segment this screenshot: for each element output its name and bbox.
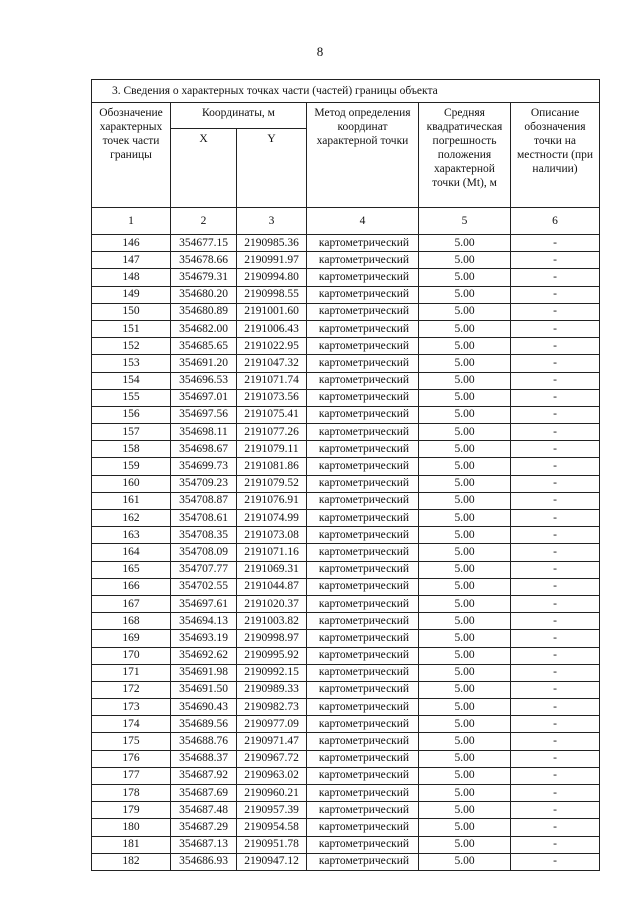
coord-y-cell: 2190998.97: [237, 630, 307, 647]
point-id-cell: 158: [92, 441, 171, 458]
point-id-cell: 179: [92, 802, 171, 819]
description-cell: -: [511, 441, 600, 458]
method-cell: картометрический: [307, 355, 419, 372]
description-cell: -: [511, 303, 600, 320]
point-id-cell: 157: [92, 424, 171, 441]
method-cell: картометрический: [307, 578, 419, 595]
coord-x-cell: 354699.73: [171, 458, 237, 475]
page-number: 8: [316, 44, 324, 59]
coord-x-cell: 354702.55: [171, 578, 237, 595]
coord-x-cell: 354698.11: [171, 424, 237, 441]
method-cell: картометрический: [307, 372, 419, 389]
error-cell: 5.00: [419, 767, 511, 784]
error-cell: 5.00: [419, 630, 511, 647]
coord-y-cell: 2190954.58: [237, 819, 307, 836]
coord-x-cell: 354677.15: [171, 235, 237, 252]
coord-y-cell: 2190951.78: [237, 836, 307, 853]
coord-y-cell: 2190977.09: [237, 716, 307, 733]
table-row: [92, 733, 600, 750]
coord-x-cell: 354708.09: [171, 544, 237, 561]
description-cell: -: [511, 406, 600, 423]
coord-x-cell: 354690.43: [171, 699, 237, 716]
column-number: 5: [419, 208, 511, 235]
method-cell: картометрический: [307, 338, 419, 355]
description-cell: -: [511, 767, 600, 784]
coord-x-cell: 354698.67: [171, 441, 237, 458]
coord-y-cell: 2190957.39: [237, 802, 307, 819]
table-row: [92, 836, 600, 853]
method-cell: картометрический: [307, 389, 419, 406]
method-cell: картометрический: [307, 544, 419, 561]
coord-y-cell: 2191020.37: [237, 595, 307, 612]
method-cell: картометрический: [307, 458, 419, 475]
coord-x-cell: 354687.92: [171, 767, 237, 784]
description-cell: -: [511, 458, 600, 475]
point-id-cell: 167: [92, 595, 171, 612]
error-cell: 5.00: [419, 819, 511, 836]
error-cell: 5.00: [419, 613, 511, 630]
error-cell: 5.00: [419, 681, 511, 698]
method-cell: картометрический: [307, 252, 419, 269]
description-cell: -: [511, 733, 600, 750]
table-row: [92, 767, 600, 784]
point-id-cell: 151: [92, 320, 171, 337]
table-row: [92, 458, 600, 475]
coord-x-cell: 354697.56: [171, 406, 237, 423]
error-cell: 5.00: [419, 303, 511, 320]
error-cell: 5.00: [419, 389, 511, 406]
coord-y-cell: 2190985.36: [237, 235, 307, 252]
point-id-cell: 166: [92, 578, 171, 595]
method-cell: картометрический: [307, 647, 419, 664]
coord-y-cell: 2191003.82: [237, 613, 307, 630]
error-cell: 5.00: [419, 647, 511, 664]
description-cell: -: [511, 664, 600, 681]
coord-y-cell: 2191081.86: [237, 458, 307, 475]
table-row: [92, 252, 600, 269]
coord-y-cell: 2190994.80: [237, 269, 307, 286]
error-cell: 5.00: [419, 785, 511, 802]
method-cell: картометрический: [307, 320, 419, 337]
point-id-cell: 178: [92, 785, 171, 802]
coord-x-cell: 354709.23: [171, 475, 237, 492]
table-row: [92, 647, 600, 664]
description-cell: -: [511, 595, 600, 612]
coord-x-cell: 354692.62: [171, 647, 237, 664]
description-cell: -: [511, 338, 600, 355]
error-cell: 5.00: [419, 441, 511, 458]
point-id-cell: 155: [92, 389, 171, 406]
table-row: [92, 853, 600, 870]
method-cell: картометрический: [307, 441, 419, 458]
point-id-cell: 181: [92, 836, 171, 853]
coord-y-cell: 2191075.41: [237, 406, 307, 423]
coord-x-cell: 354687.69: [171, 785, 237, 802]
table-row: [92, 664, 600, 681]
coord-x-cell: 354694.13: [171, 613, 237, 630]
point-id-cell: 163: [92, 527, 171, 544]
table-row: [92, 613, 600, 630]
coord-y-cell: 2191001.60: [237, 303, 307, 320]
coord-y-cell: 2190992.15: [237, 664, 307, 681]
method-cell: картометрический: [307, 767, 419, 784]
method-cell: картометрический: [307, 836, 419, 853]
coord-y-cell: 2190998.55: [237, 286, 307, 303]
description-cell: -: [511, 252, 600, 269]
method-cell: картометрический: [307, 681, 419, 698]
description-cell: -: [511, 424, 600, 441]
table-row: [92, 716, 600, 733]
coord-y-cell: 2190989.33: [237, 681, 307, 698]
method-cell: картометрический: [307, 630, 419, 647]
table-row: [92, 475, 600, 492]
point-id-cell: 152: [92, 338, 171, 355]
description-cell: -: [511, 389, 600, 406]
coord-y-cell: 2191079.11: [237, 441, 307, 458]
error-cell: 5.00: [419, 475, 511, 492]
point-id-cell: 146: [92, 235, 171, 252]
method-cell: картометрический: [307, 527, 419, 544]
coord-y-cell: 2190963.02: [237, 767, 307, 784]
coord-x-cell: 354691.98: [171, 664, 237, 681]
point-id-cell: 164: [92, 544, 171, 561]
coord-y-cell: 2191071.16: [237, 544, 307, 561]
point-id-cell: 170: [92, 647, 171, 664]
description-cell: -: [511, 681, 600, 698]
coord-y-cell: 2191074.99: [237, 510, 307, 527]
table-row: [92, 441, 600, 458]
coord-y-cell: 2190991.97: [237, 252, 307, 269]
method-cell: картометрический: [307, 303, 419, 320]
point-id-cell: 162: [92, 510, 171, 527]
coord-x-cell: 354707.77: [171, 561, 237, 578]
coord-x-cell: 354708.35: [171, 527, 237, 544]
coord-y-cell: 2191077.26: [237, 424, 307, 441]
description-cell: -: [511, 802, 600, 819]
point-id-cell: 153: [92, 355, 171, 372]
point-id-cell: 160: [92, 475, 171, 492]
description-cell: -: [511, 613, 600, 630]
table-row: [92, 510, 600, 527]
description-cell: -: [511, 510, 600, 527]
description-cell: -: [511, 578, 600, 595]
coord-x-cell: 354682.00: [171, 320, 237, 337]
method-cell: картометрический: [307, 802, 419, 819]
description-cell: -: [511, 544, 600, 561]
table-row: [92, 492, 600, 509]
method-cell: картометрический: [307, 664, 419, 681]
description-cell: -: [511, 785, 600, 802]
method-cell: картометрический: [307, 716, 419, 733]
point-id-cell: 182: [92, 853, 171, 870]
column-number: 4: [307, 208, 419, 235]
error-cell: 5.00: [419, 286, 511, 303]
description-cell: -: [511, 235, 600, 252]
method-cell: картометрический: [307, 785, 419, 802]
error-cell: 5.00: [419, 235, 511, 252]
error-cell: 5.00: [419, 527, 511, 544]
coord-x-cell: 354687.48: [171, 802, 237, 819]
coord-x-cell: 354686.93: [171, 853, 237, 870]
table-row: [92, 320, 600, 337]
table-row: [92, 630, 600, 647]
header-y: Y: [237, 129, 307, 208]
table-row: [92, 819, 600, 836]
method-cell: картометрический: [307, 699, 419, 716]
description-cell: -: [511, 372, 600, 389]
point-id-cell: 177: [92, 767, 171, 784]
table-row: [92, 269, 600, 286]
header-error: Средняя квадратическая погрешность положения характерной точки (Mt), м: [419, 103, 511, 208]
column-number: 1: [92, 208, 171, 235]
header-point: Обозначение характерных точек части границы: [92, 103, 171, 208]
coord-x-cell: 354696.53: [171, 372, 237, 389]
coord-x-cell: 354679.31: [171, 269, 237, 286]
coord-x-cell: 354687.13: [171, 836, 237, 853]
coord-x-cell: 354680.89: [171, 303, 237, 320]
error-cell: 5.00: [419, 458, 511, 475]
error-cell: 5.00: [419, 578, 511, 595]
description-cell: -: [511, 699, 600, 716]
description-cell: -: [511, 819, 600, 836]
error-cell: 5.00: [419, 424, 511, 441]
table-row: [92, 527, 600, 544]
method-cell: картометрический: [307, 424, 419, 441]
coord-y-cell: 2190967.72: [237, 750, 307, 767]
coord-y-cell: 2191079.52: [237, 475, 307, 492]
point-id-cell: 159: [92, 458, 171, 475]
point-id-cell: 172: [92, 681, 171, 698]
point-id-cell: 171: [92, 664, 171, 681]
description-cell: -: [511, 269, 600, 286]
coord-y-cell: 2191047.32: [237, 355, 307, 372]
coord-x-cell: 354688.37: [171, 750, 237, 767]
method-cell: картометрический: [307, 733, 419, 750]
point-id-cell: 174: [92, 716, 171, 733]
coord-x-cell: 354680.20: [171, 286, 237, 303]
table-row: [92, 355, 600, 372]
point-id-cell: 176: [92, 750, 171, 767]
description-cell: -: [511, 716, 600, 733]
header-description: Описание обозначения точки на местности (при наличии): [511, 103, 600, 208]
coord-x-cell: 354688.76: [171, 733, 237, 750]
table-row: [92, 303, 600, 320]
coord-x-cell: 354689.56: [171, 716, 237, 733]
table-row: [92, 699, 600, 716]
point-id-cell: 150: [92, 303, 171, 320]
coord-y-cell: 2191069.31: [237, 561, 307, 578]
error-cell: 5.00: [419, 716, 511, 733]
coord-x-cell: 354687.29: [171, 819, 237, 836]
error-cell: 5.00: [419, 853, 511, 870]
error-cell: 5.00: [419, 252, 511, 269]
table-row: [92, 286, 600, 303]
coord-y-cell: 2191044.87: [237, 578, 307, 595]
table-row: [92, 595, 600, 612]
point-id-cell: 149: [92, 286, 171, 303]
coord-y-cell: 2190947.12: [237, 853, 307, 870]
table-row: [92, 802, 600, 819]
description-cell: -: [511, 320, 600, 337]
error-cell: 5.00: [419, 372, 511, 389]
error-cell: 5.00: [419, 510, 511, 527]
coord-y-cell: 2190971.47: [237, 733, 307, 750]
table-row: [92, 406, 600, 423]
point-id-cell: 169: [92, 630, 171, 647]
table-row: [92, 750, 600, 767]
coord-x-cell: 354691.50: [171, 681, 237, 698]
description-cell: -: [511, 647, 600, 664]
method-cell: картометрический: [307, 613, 419, 630]
coord-x-cell: 354708.61: [171, 510, 237, 527]
table-row: [92, 544, 600, 561]
error-cell: 5.00: [419, 492, 511, 509]
table-row: [92, 785, 600, 802]
coord-y-cell: 2191071.74: [237, 372, 307, 389]
error-cell: 5.00: [419, 664, 511, 681]
description-cell: -: [511, 492, 600, 509]
coord-x-cell: 354691.20: [171, 355, 237, 372]
description-cell: -: [511, 475, 600, 492]
table-row: [92, 338, 600, 355]
header-x: X: [171, 129, 237, 208]
coord-x-cell: 354693.19: [171, 630, 237, 647]
coord-x-cell: 354697.01: [171, 389, 237, 406]
error-cell: 5.00: [419, 320, 511, 337]
table-row: [92, 424, 600, 441]
table-row: [92, 235, 600, 252]
coord-x-cell: 354678.66: [171, 252, 237, 269]
description-cell: -: [511, 527, 600, 544]
coord-y-cell: 2191073.56: [237, 389, 307, 406]
coord-x-cell: 354685.65: [171, 338, 237, 355]
column-number: 2: [171, 208, 237, 235]
point-id-cell: 180: [92, 819, 171, 836]
error-cell: 5.00: [419, 561, 511, 578]
method-cell: картометрический: [307, 286, 419, 303]
table-row: [92, 681, 600, 698]
error-cell: 5.00: [419, 802, 511, 819]
method-cell: картометрический: [307, 406, 419, 423]
coord-y-cell: 2190960.21: [237, 785, 307, 802]
point-id-cell: 147: [92, 252, 171, 269]
description-cell: -: [511, 286, 600, 303]
description-cell: -: [511, 853, 600, 870]
point-id-cell: 148: [92, 269, 171, 286]
error-cell: 5.00: [419, 733, 511, 750]
coord-y-cell: 2191073.08: [237, 527, 307, 544]
point-id-cell: 165: [92, 561, 171, 578]
coord-y-cell: 2191022.95: [237, 338, 307, 355]
point-id-cell: 154: [92, 372, 171, 389]
table-row: [92, 389, 600, 406]
coord-y-cell: 2191076.91: [237, 492, 307, 509]
section-title: 3. Сведения о характерных точках части (частей) границы объекта: [92, 80, 600, 103]
method-cell: картометрический: [307, 595, 419, 612]
coord-y-cell: 2190995.92: [237, 647, 307, 664]
method-cell: картометрический: [307, 561, 419, 578]
description-cell: -: [511, 836, 600, 853]
method-cell: картометрический: [307, 475, 419, 492]
method-cell: картометрический: [307, 853, 419, 870]
error-cell: 5.00: [419, 544, 511, 561]
point-id-cell: 175: [92, 733, 171, 750]
description-cell: -: [511, 750, 600, 767]
point-id-cell: 161: [92, 492, 171, 509]
method-cell: картометрический: [307, 750, 419, 767]
method-cell: картометрический: [307, 492, 419, 509]
table-row: [92, 372, 600, 389]
error-cell: 5.00: [419, 355, 511, 372]
error-cell: 5.00: [419, 699, 511, 716]
point-id-cell: 156: [92, 406, 171, 423]
column-number: 6: [511, 208, 600, 235]
description-cell: -: [511, 561, 600, 578]
coord-x-cell: 354697.61: [171, 595, 237, 612]
method-cell: картометрический: [307, 269, 419, 286]
header-coords: Координаты, м: [171, 103, 307, 129]
error-cell: 5.00: [419, 406, 511, 423]
description-cell: -: [511, 630, 600, 647]
error-cell: 5.00: [419, 836, 511, 853]
error-cell: 5.00: [419, 750, 511, 767]
coord-y-cell: 2191006.43: [237, 320, 307, 337]
header-method: Метод определения координат характерной точки: [307, 103, 419, 208]
boundary-points-table: [91, 79, 600, 871]
error-cell: 5.00: [419, 269, 511, 286]
table-row: [92, 561, 600, 578]
column-number: 3: [237, 208, 307, 235]
method-cell: картометрический: [307, 235, 419, 252]
table-row: [92, 578, 600, 595]
coord-y-cell: 2190982.73: [237, 699, 307, 716]
error-cell: 5.00: [419, 595, 511, 612]
coord-x-cell: 354708.87: [171, 492, 237, 509]
method-cell: картометрический: [307, 510, 419, 527]
point-id-cell: 173: [92, 699, 171, 716]
description-cell: -: [511, 355, 600, 372]
point-id-cell: 168: [92, 613, 171, 630]
method-cell: картометрический: [307, 819, 419, 836]
error-cell: 5.00: [419, 338, 511, 355]
